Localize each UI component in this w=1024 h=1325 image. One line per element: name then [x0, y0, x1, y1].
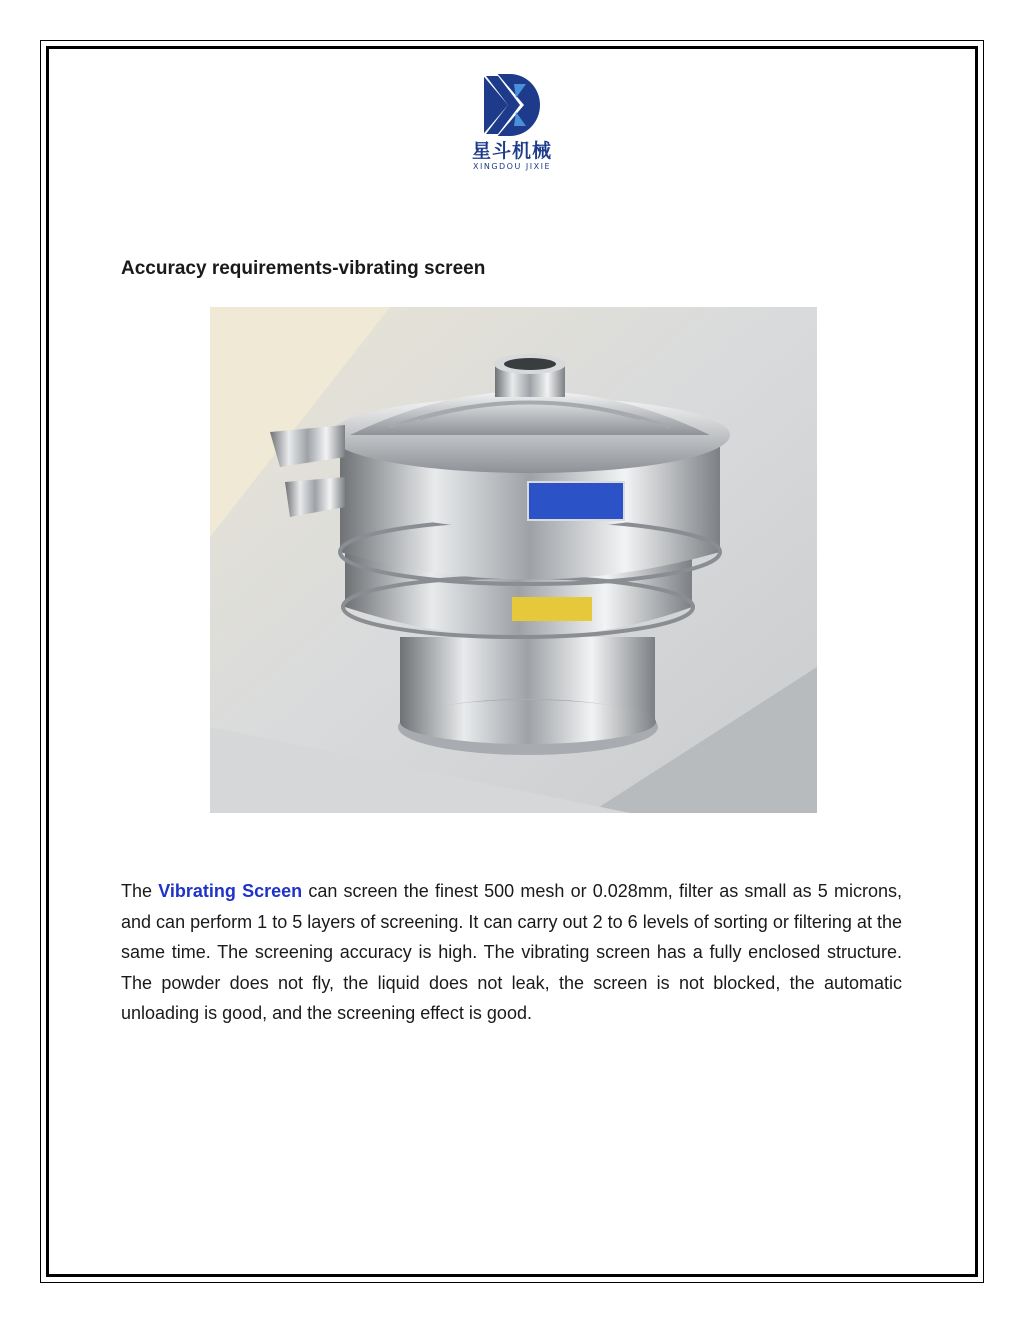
logo-chinese-text: 星斗机械: [471, 140, 552, 162]
vibrating-screen-link[interactable]: Vibrating Screen: [158, 881, 303, 901]
company-logo: [466, 72, 558, 176]
paragraph-text-before: The: [121, 881, 159, 901]
description-paragraph: [121, 876, 902, 1029]
section-heading: Accuracy requirements-vibrating screen: [121, 258, 486, 279]
paragraph-text-after: can screen the finest 500 mesh or 0.028mm, filter as small as 5 microns, and can perform 1 to 5 layers of screening. It can carry out 2 to 6 levels of sorting or filtering at the same time. The screening accuracy is high. The vibrating screen has a fully enclosed structure. The powder does not fly, the liquid does not leak, the screen is not blocked, the automatic unloading is good, and the screening effect is good.: [121, 881, 902, 1023]
logo-mark-icon: [480, 72, 544, 138]
logo-english-text: XINGDOU JIXIE: [473, 162, 551, 171]
vibrating-screen-photo: [210, 307, 817, 813]
